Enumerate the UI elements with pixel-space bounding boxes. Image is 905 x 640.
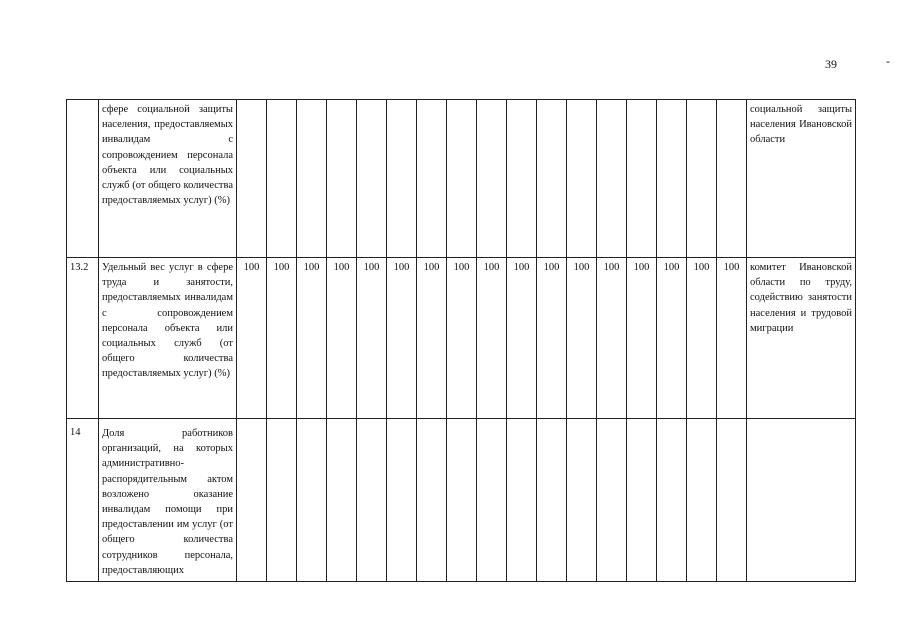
value-cell xyxy=(237,100,267,258)
value-cell: 100 xyxy=(687,258,717,419)
value-cell: 100 xyxy=(657,258,687,419)
row-number xyxy=(67,100,99,258)
value-cell xyxy=(477,100,507,258)
value-cell: 100 xyxy=(537,258,567,419)
value-cell: 100 xyxy=(417,258,447,419)
value-cell xyxy=(417,419,447,582)
value-cell xyxy=(267,419,297,582)
value-cell: 100 xyxy=(477,258,507,419)
value-cell: 100 xyxy=(357,258,387,419)
responsible-body: социальной защиты населения Ивановской области xyxy=(747,100,856,258)
indicator-table xyxy=(66,99,856,582)
value-cell: 100 xyxy=(267,258,297,419)
value-cell: 100 xyxy=(447,258,477,419)
table-row xyxy=(67,258,856,419)
value-cell: 100 xyxy=(237,258,267,419)
value-cell: 100 xyxy=(297,258,327,419)
value-cell xyxy=(417,100,447,258)
value-cell xyxy=(507,100,537,258)
value-cell xyxy=(387,100,417,258)
value-cell xyxy=(447,100,477,258)
page-number: 39 xyxy=(825,57,837,71)
table-body xyxy=(67,100,856,582)
value-cell xyxy=(507,419,537,582)
value-cell xyxy=(537,419,567,582)
value-cell xyxy=(267,100,297,258)
table-row xyxy=(67,419,856,582)
table-row xyxy=(67,100,856,258)
value-cell xyxy=(237,419,267,582)
value-cell xyxy=(387,419,417,582)
value-cell xyxy=(717,419,747,582)
value-cell: 100 xyxy=(627,258,657,419)
value-cell: 100 xyxy=(387,258,417,419)
indicator-name: Удельный вес услуг в сфере труда и занятости, предоставляемых инвалидам с сопровождением персонала объекта или социальных служб (от общего количества предоставляемых услуг) (%) xyxy=(99,258,237,419)
row-number: 13.2 xyxy=(67,258,99,419)
value-cell xyxy=(687,419,717,582)
page-mark: - xyxy=(886,54,890,68)
value-cell: 100 xyxy=(507,258,537,419)
responsible-body xyxy=(747,419,856,582)
value-cell xyxy=(357,100,387,258)
value-cell xyxy=(327,100,357,258)
value-cell xyxy=(657,100,687,258)
value-cell xyxy=(597,419,627,582)
row-number: 14 xyxy=(67,419,99,582)
indicator-name: Доля работников организаций, на которых административно-распорядительным актом возложено оказание инвалидам помощи при предоставлении им услуг (от общего количества сотрудников персонала, предоставляющих xyxy=(99,419,237,582)
value-cell xyxy=(687,100,717,258)
value-cell xyxy=(717,100,747,258)
value-cell xyxy=(447,419,477,582)
value-cell xyxy=(297,419,327,582)
value-cell xyxy=(627,100,657,258)
value-cell xyxy=(567,419,597,582)
value-cell xyxy=(357,419,387,582)
value-cell: 100 xyxy=(597,258,627,419)
responsible-body: комитет Ивановской области по труду, содействию занятости населения и трудовой миграции xyxy=(747,258,856,419)
value-cell xyxy=(597,100,627,258)
value-cell xyxy=(657,419,687,582)
value-cell xyxy=(537,100,567,258)
value-cell xyxy=(567,100,597,258)
value-cell: 100 xyxy=(717,258,747,419)
value-cell xyxy=(297,100,327,258)
value-cell xyxy=(477,419,507,582)
indicator-name: сфере социальной защиты населения, предоставляемых инвалидам с сопровождением персонала объекта или социальных служб (от общего количества предоставляемых услуг) (%) xyxy=(99,100,237,258)
value-cell: 100 xyxy=(327,258,357,419)
value-cell: 100 xyxy=(567,258,597,419)
value-cell xyxy=(627,419,657,582)
value-cell xyxy=(327,419,357,582)
